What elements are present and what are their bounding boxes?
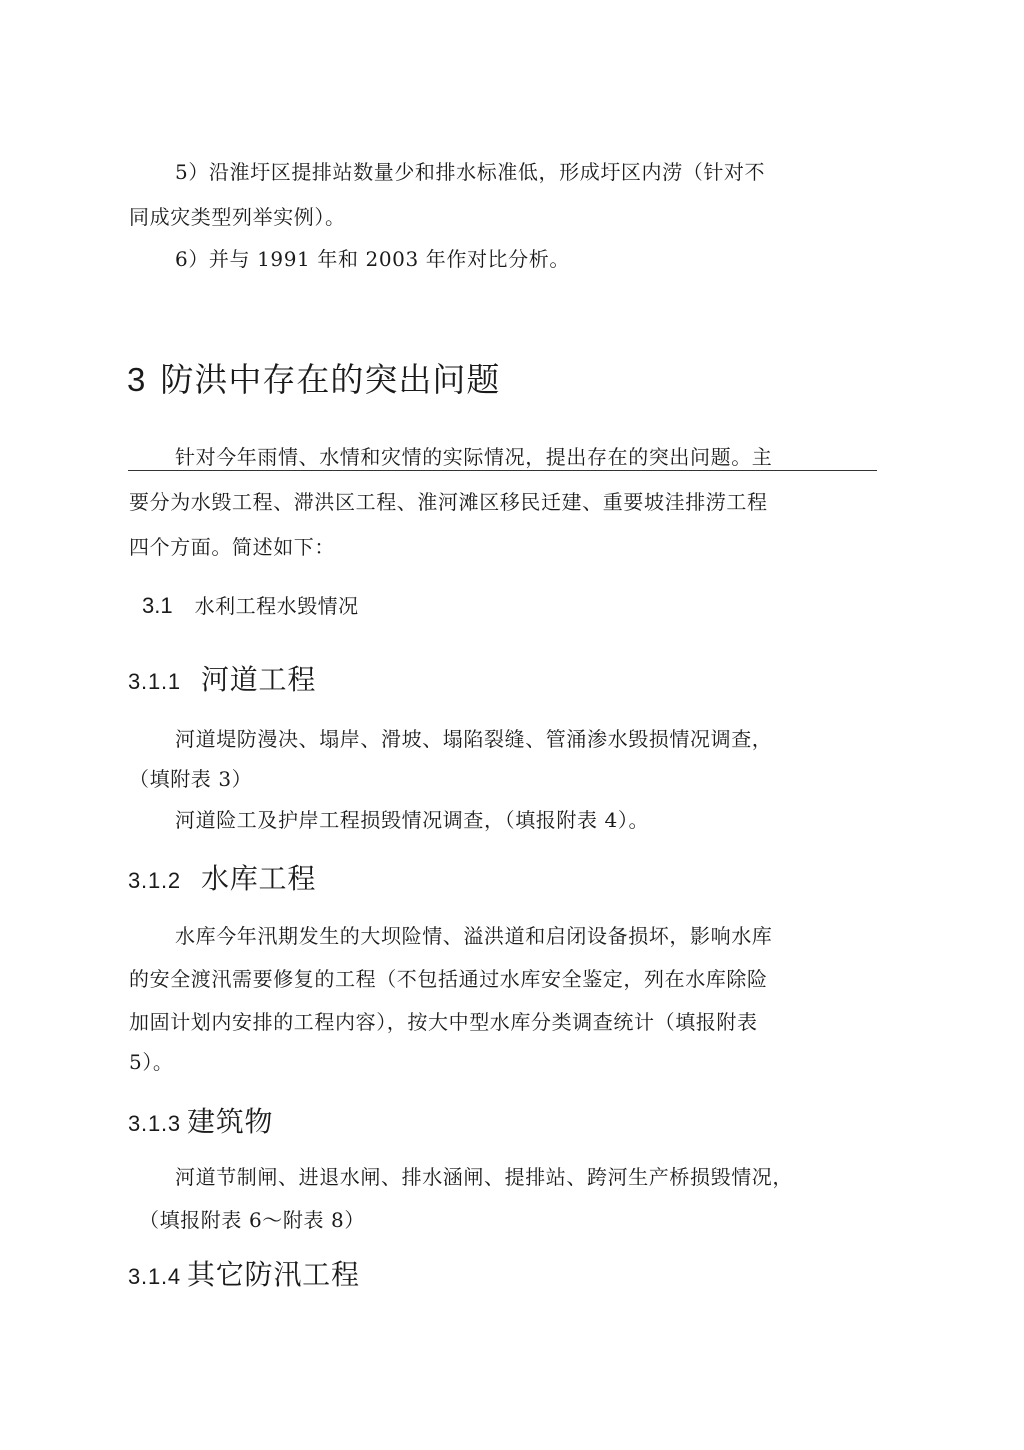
- horizontal-rule: [128, 470, 877, 471]
- section-3-1-3-p1-line2: （填报附表 6～附表 8）: [139, 1208, 365, 1232]
- section-3-number: 3: [127, 361, 147, 398]
- section-3-1-1-p1-line1: 河道堤防漫决、塌岸、滑坡、塌陷裂缝、管涌渗水毁损情况调查，: [175, 727, 773, 751]
- section-3-heading: [127, 360, 500, 400]
- list-item-6: 6）并与 1991 年和 2003 年作对比分析。: [175, 247, 570, 271]
- section-3-1-4-number: 3.1.4: [128, 1264, 181, 1289]
- section-3-1-number: 3.1: [142, 593, 173, 618]
- section-3-1-2-p1-line4: 5）。: [129, 1050, 174, 1074]
- section-3-1-2-number: 3.1.2: [128, 868, 181, 893]
- section-3-1-2-heading: [128, 862, 316, 898]
- list-item-5-line1: 5）沿淮圩区提排站数量少和排水标准低，形成圩区内涝（针对不: [175, 160, 766, 184]
- section-3-1-1-p1-line2: （填附表 3）: [129, 767, 253, 791]
- section-3-1-2-p1-line3: 加固计划内安排的工程内容），按大中型水库分类调查统计（填报附表: [129, 1010, 758, 1034]
- section-3-intro-line3: 四个方面。简述如下：: [129, 535, 335, 559]
- section-3-title: 防洪中存在的突出问题: [160, 360, 501, 399]
- section-3-1-1-heading: [128, 663, 316, 699]
- section-3-1-3-heading: [128, 1105, 273, 1141]
- section-3-1-4-title: 其它防汛工程: [186, 1258, 360, 1291]
- section-3-1-1-title: 河道工程: [200, 663, 317, 696]
- list-item-5-line2: 同成灾类型列举实例）。: [129, 205, 346, 229]
- section-3-1-1-p2: 河道险工及护岸工程损毁情况调查，（填报附表 4）。: [175, 808, 650, 832]
- section-3-1-1-number: 3.1.1: [128, 669, 181, 694]
- section-3-1-2-title: 水库工程: [200, 862, 317, 895]
- section-3-1-3-title: 建筑物: [186, 1105, 274, 1138]
- section-3-1-2-p1-line2: 的安全渡汛需要修复的工程（不包括通过水库安全鉴定，列在水库除险: [129, 967, 768, 991]
- section-3-1-title: 水利工程水毁情况: [194, 594, 359, 618]
- section-3-1-heading: [142, 593, 359, 621]
- section-3-1-3-number: 3.1.3: [128, 1111, 181, 1136]
- section-3-1-4-heading: [128, 1258, 360, 1294]
- section-3-intro-line1: 针对今年雨情、水情和灾情的实际情况，提出存在的突出问题。主: [175, 445, 773, 469]
- section-3-1-3-p1-line1: 河道节制闸、进退水闸、排水涵闸、提排站、跨河生产桥损毁情况，: [175, 1165, 793, 1189]
- section-3-intro-line2: 要分为水毁工程、滞洪区工程、淮河滩区移民迁建、重要坡洼排涝工程: [129, 490, 768, 514]
- section-3-1-2-p1-line1: 水库今年汛期发生的大坝险情、溢洪道和启闭设备损坏，影响水库: [175, 924, 773, 948]
